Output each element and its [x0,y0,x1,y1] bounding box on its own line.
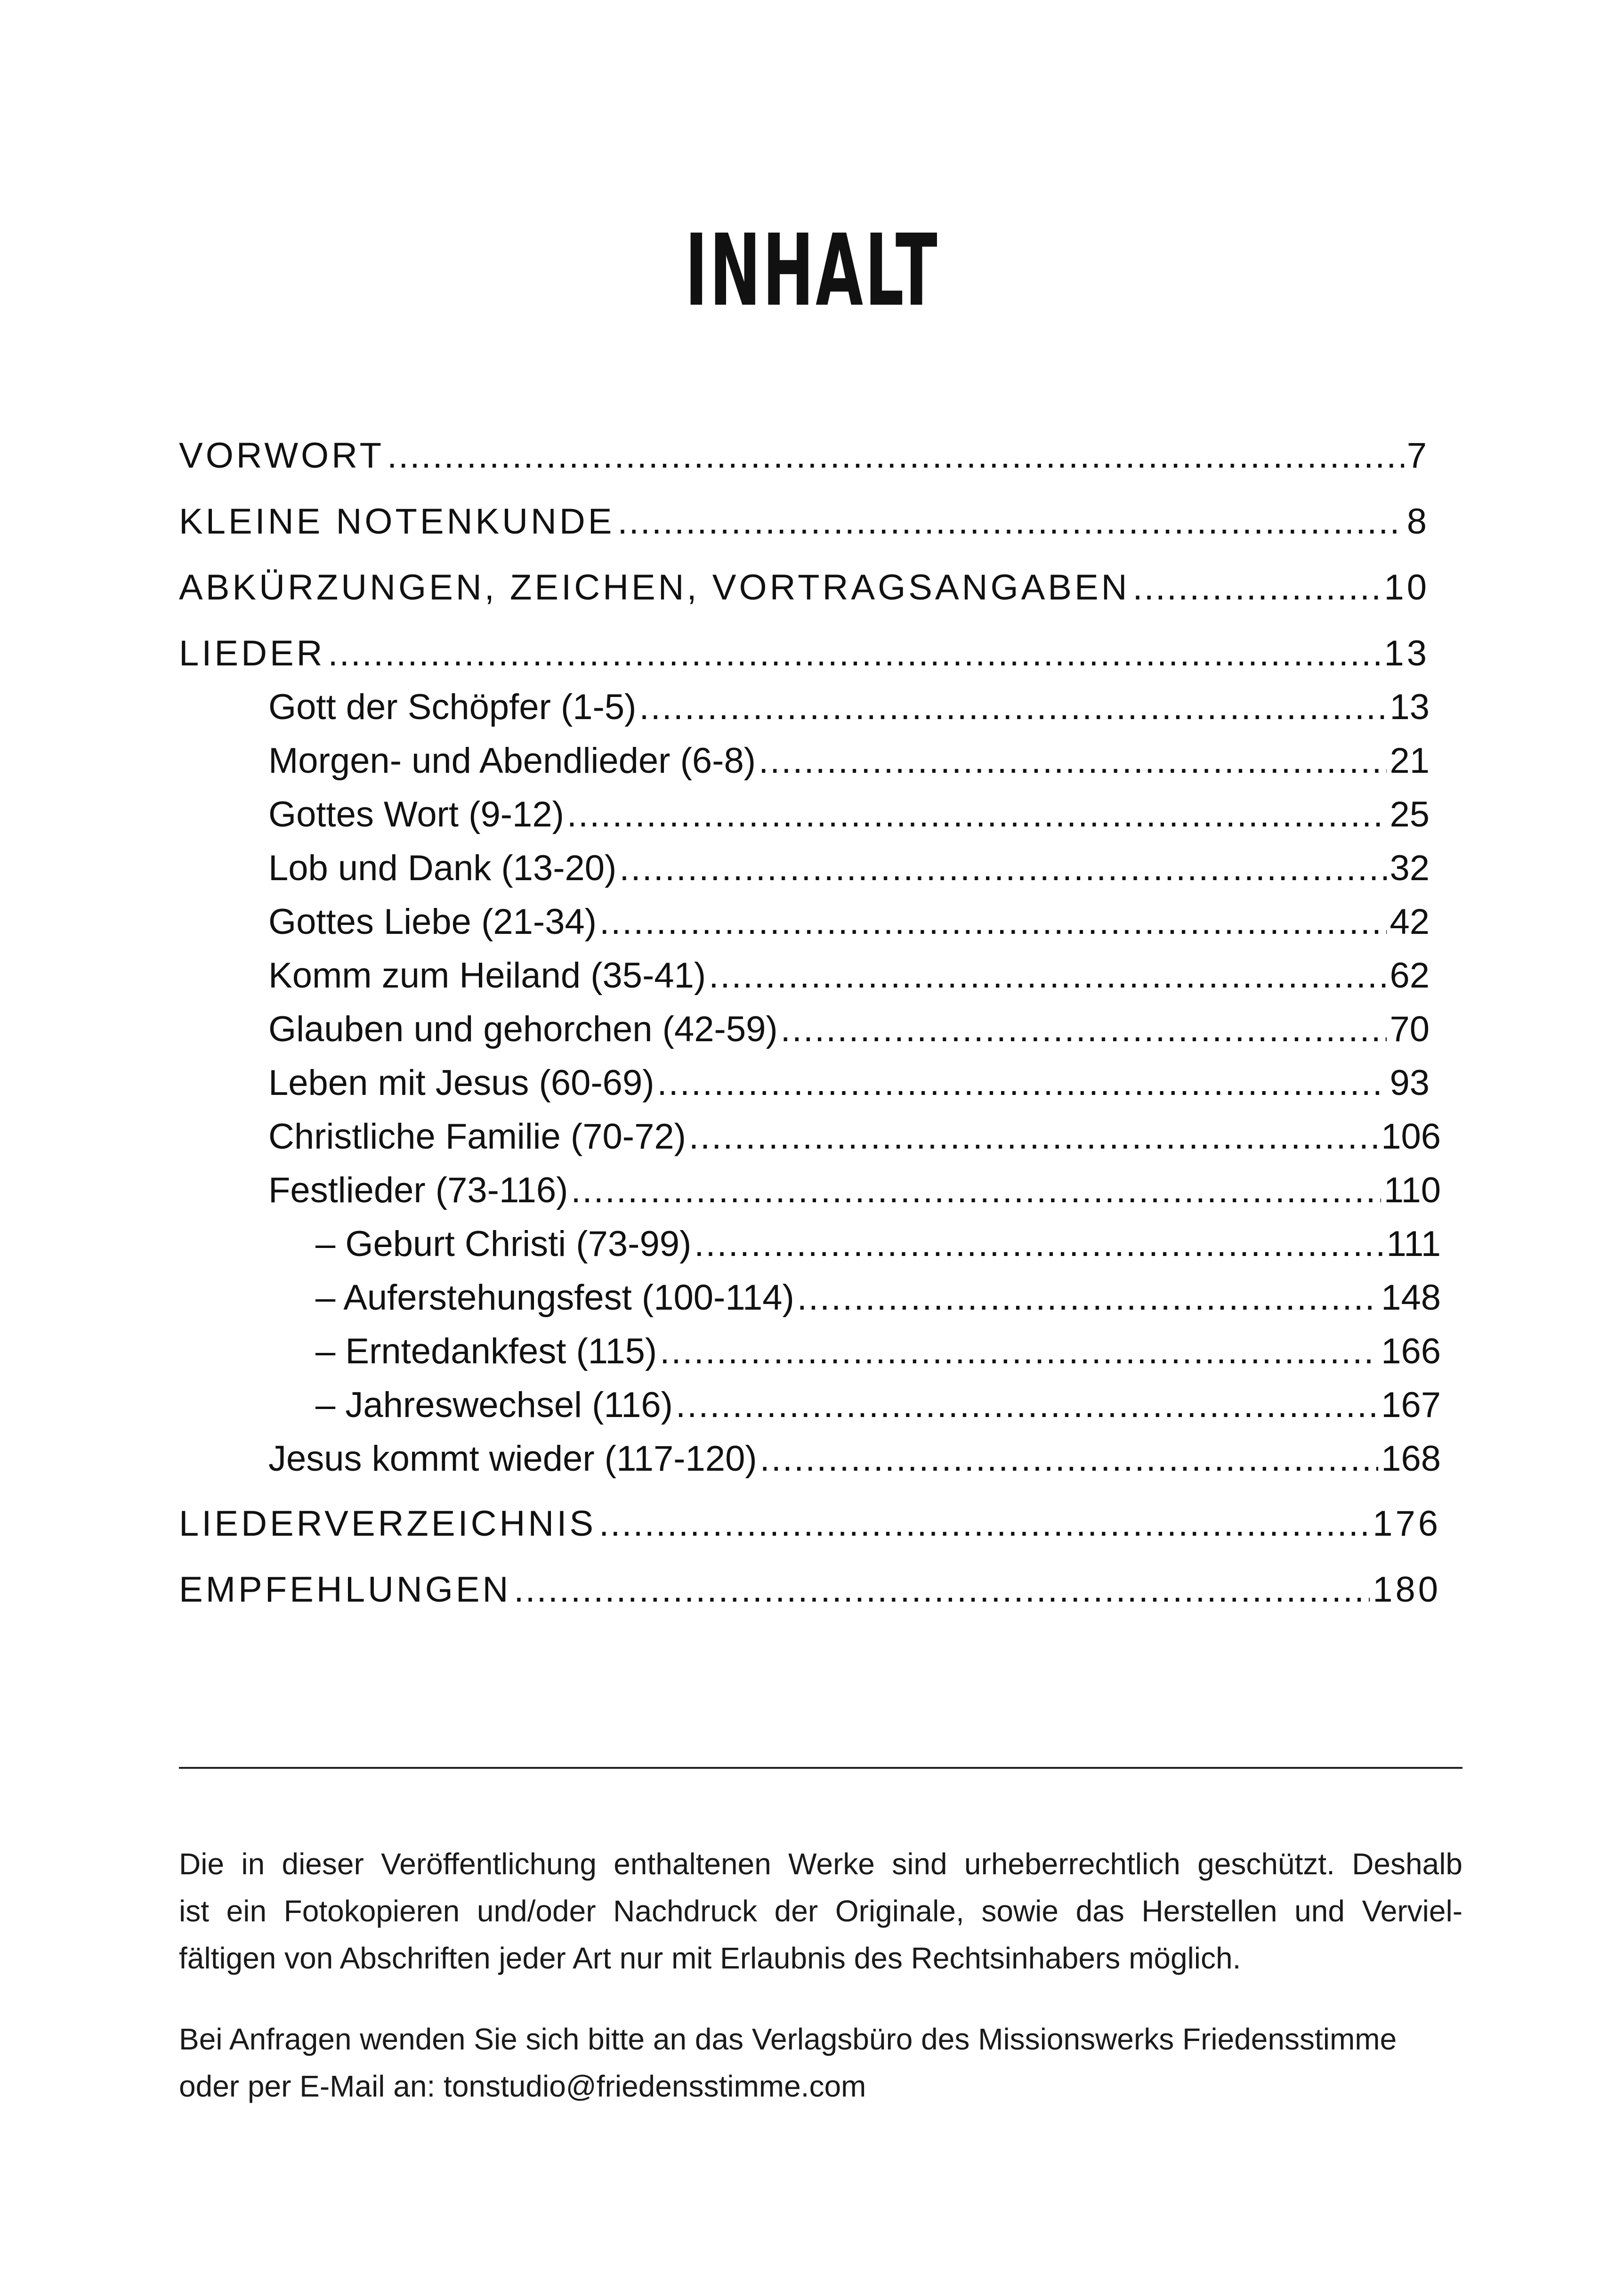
contact-line: oder per E-Mail an: tonstudio@friedensstimme.com [179,2069,866,2103]
toc-entry-geburt-christi[interactable] [315,1226,1441,1262]
toc-entry-label: Christliche Familie (70-72) [268,1117,686,1157]
toc-page-number: 110 [1383,1170,1441,1210]
toc-page-number: 7 [1406,436,1430,476]
toc-entry-lieder[interactable] [179,633,1430,673]
toc-entry-liederverzeichnis[interactable] [179,1506,1441,1542]
contact-notice [179,2016,1462,2110]
toc-entry-morgen-und-abendlieder[interactable] [268,743,1430,779]
dot-leader [639,689,1387,725]
dot-leader [797,1280,1378,1316]
toc-page-number: 106 [1381,1117,1441,1157]
toc-page-number: 21 [1390,741,1430,781]
dot-leader [514,1572,1370,1608]
dot-leader [599,1506,1370,1542]
toc-entry-christliche-familie[interactable] [268,1119,1441,1155]
toc-entry-festlieder[interactable] [268,1170,1441,1210]
toc-entry-label: LIEDER [179,633,325,673]
dot-leader [599,904,1387,940]
dot-leader [759,743,1387,779]
toc-entry-lob-und-dank[interactable] [268,850,1430,886]
dot-leader [689,1119,1378,1155]
toc-page-number: 62 [1390,956,1430,996]
dot-leader [781,1012,1387,1047]
copyright-notice [179,1840,1462,1982]
toc-page-number: 180 [1373,1570,1441,1610]
toc-entry-label: – Geburt Christi (73-99) [315,1224,692,1264]
toc-page-number: 70 [1390,1009,1430,1049]
dot-leader [1133,570,1382,606]
toc-entry-gottes-liebe[interactable] [268,904,1430,940]
toc-page-number: 13 [1390,687,1430,727]
toc-entry-label: – Jahreswechsel (116) [315,1385,673,1425]
toc-entry-empfehlungen[interactable] [179,1572,1441,1608]
toc-entry-label: EMPFEHLUNGEN [179,1570,511,1610]
toc-page-number: 167 [1381,1385,1441,1425]
toc-entry-abkuerzungen[interactable] [179,567,1430,607]
toc-page-number: 176 [1373,1504,1441,1544]
toc-page-number: 166 [1381,1331,1441,1371]
toc-entry-kleine-notenkunde[interactable] [179,504,1430,540]
dot-leader [567,797,1387,833]
toc-page-number: 93 [1390,1063,1430,1103]
toc-entry-auferstehungsfest[interactable] [315,1280,1441,1316]
toc-page-number: 168 [1381,1439,1441,1479]
toc-page-number: 10 [1384,567,1430,607]
toc-entry-erntedankfest[interactable] [315,1331,1441,1371]
toc-entry-jahreswechsel[interactable] [315,1387,1441,1423]
toc-entry-label: LIEDERVERZEICHNIS [179,1504,597,1544]
dot-leader [694,1226,1383,1262]
divider-line [179,1767,1462,1769]
toc-entry-label: – Erntedankfest (115) [315,1331,657,1371]
dot-leader [657,1065,1387,1101]
dot-leader [618,504,1404,540]
toc-entry-label: Gott der Schöpfer (1-5) [268,687,637,727]
toc-entry-vorwort[interactable] [179,438,1430,474]
toc-page-number: 8 [1406,502,1430,542]
copyright-line: ist ein Fotokopieren und/oder Nachdruck der Originale, sowie das Herstellen und Verviel- [179,1894,1462,1928]
toc-entry-label: Jesus kommt wieder (117-120) [268,1439,757,1479]
contact-line: Bei Anfragen wenden Sie sich bitte an das Verlagsbüro des Missionswerks Friedensstimme [179,2022,1397,2056]
toc-page-number: 13 [1384,633,1430,673]
toc-entry-label: KLEINE NOTENKUNDE [179,502,615,542]
toc-entry-label: Lob und Dank (13-20) [268,848,617,888]
copyright-line: Die in dieser Veröffentlichung enthaltenen Werke sind urheberrechtlich geschützt. Deshalb [179,1847,1462,1881]
dot-leader [571,1173,1381,1208]
toc-page-number: 111 [1386,1224,1441,1264]
toc-entry-label: Komm zum Heiland (35-41) [268,956,706,996]
toc-entry-label: Glauben und gehorchen (42-59) [268,1009,778,1049]
toc-entry-label: Morgen- und Abendlieder (6-8) [268,741,756,781]
toc-entry-label: VORWORT [179,436,385,476]
dot-leader [619,850,1387,886]
dot-leader [328,636,1382,672]
dot-leader [709,958,1387,994]
toc-page-number: 148 [1381,1278,1441,1318]
dot-leader [660,1334,1378,1369]
toc-entry-label: ABKÜRZUNGEN, ZEICHEN, VORTRAGSANGABEN [179,567,1130,607]
toc-page-number: 42 [1390,902,1430,942]
dot-leader [676,1387,1378,1423]
toc-entry-komm-zum-heiland[interactable] [268,958,1430,994]
toc-entry-gottes-wort[interactable] [268,794,1430,834]
toc-page-number: 32 [1390,848,1430,888]
toc-entry-label: Gottes Wort (9-12) [268,794,564,834]
toc-entry-label: Gottes Liebe (21-34) [268,902,597,942]
toc-entry-label: Leben mit Jesus (60-69) [268,1063,654,1103]
toc-page-number: 25 [1390,794,1430,834]
toc-entry-label: – Auferstehungsfest (100-114) [315,1278,794,1318]
toc-entry-glauben-und-gehorchen[interactable] [268,1009,1430,1049]
dot-leader [760,1441,1379,1477]
toc-entry-leben-mit-jesus[interactable] [268,1065,1430,1101]
toc-entry-label: Festlieder (73-116) [268,1170,568,1210]
dot-leader [387,438,1404,474]
page-title: INHALT [685,213,939,328]
toc-entry-gott-der-schoepfer[interactable] [268,689,1430,725]
toc-entry-jesus-kommt-wieder[interactable] [268,1441,1441,1477]
copyright-line: fältigen von Abschriften jeder Art nur mit Erlaubnis des Rechtsinhabers möglich. [179,1941,1241,1975]
